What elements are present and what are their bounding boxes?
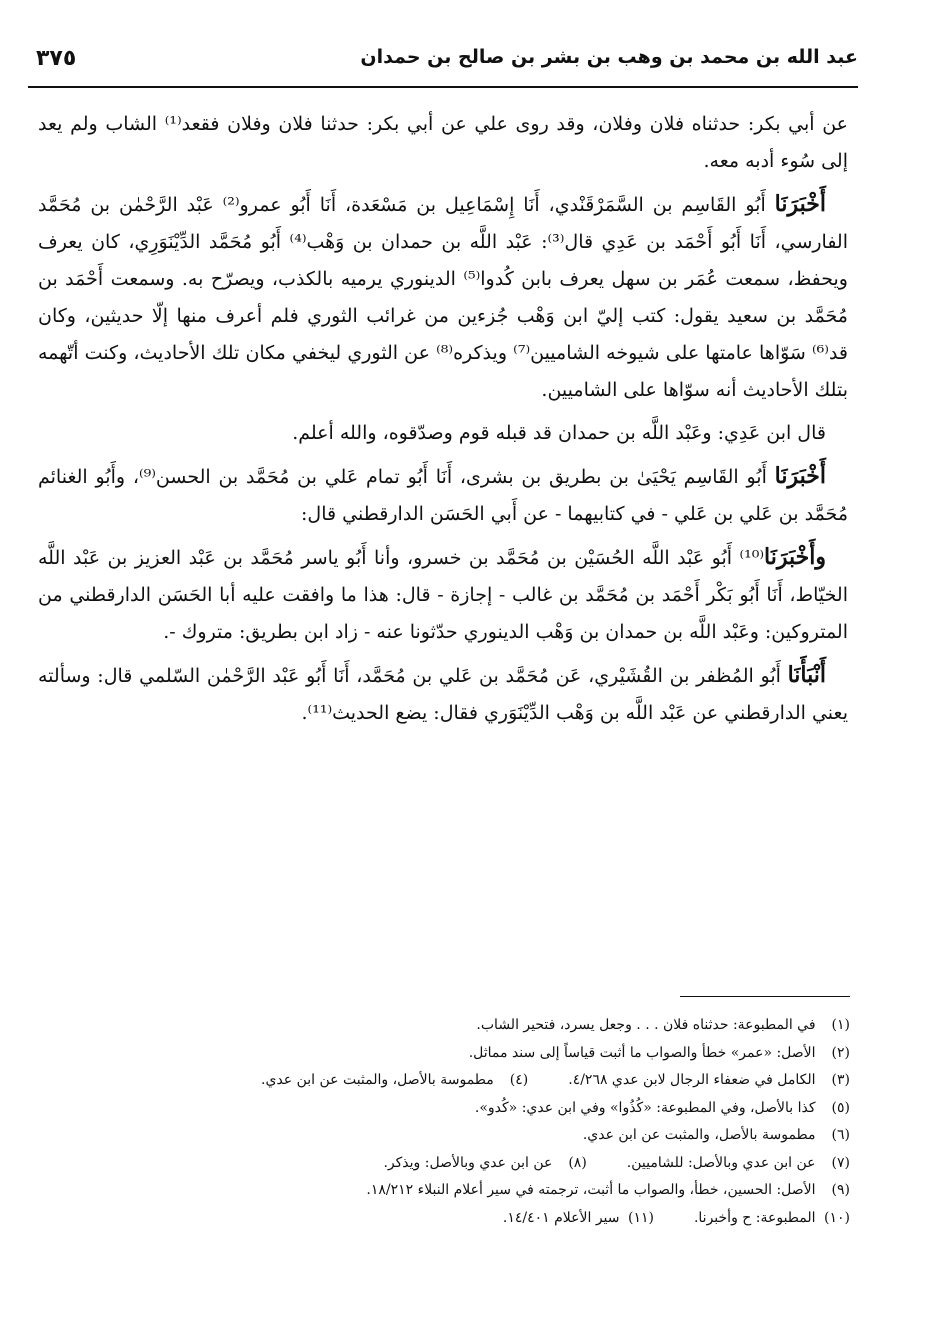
paragraph-1: [38, 106, 848, 180]
footnote-number: (٥): [831, 1099, 850, 1116]
footnote-item: [583, 1122, 850, 1150]
footnote-number: (٤): [509, 1072, 529, 1088]
footnote-item: [383, 1150, 586, 1178]
paragraph-text: أَبُو المُظفر بن القُشَيْري، عَن مُحَمَّد بن عَلي بن مُحَمَّد، أَنَا أَبُو عَبْد الرَّحْمٰن السّلمي قال: وسألته يعني الدارقطني عن عَبْد اللَّه بن وَهْب الدِّيْنَوَري فقال: يضع الحديث⁽¹¹⁾.: [38, 665, 848, 724]
page-header: [28, 40, 858, 88]
paragraph-text: أَبُو القَاسِم يَحْيَىٰ بن بطريق بن بشرى، أَنَا أَبُو تمام عَلي بن مُحَمَّد بن الحسن⁽⁹⁾، وأَبُو الغنائم مُحَمَّد بن عَلي بن عَلي - في كتابيهما - عن أَبي الحَسَن الدارقطني قال:: [38, 466, 848, 525]
footnote-number: (١١): [627, 1209, 654, 1226]
footnote-text: المطبوعة: ح وأخبرنا.: [693, 1209, 816, 1226]
isnad-lead-word: وأَخْبَرَنَا: [764, 544, 826, 570]
paragraph-6: [38, 657, 848, 732]
footnote-text: سير الأعلام ١٤/٤٠١.: [502, 1209, 620, 1226]
footnote-item: [476, 1012, 850, 1040]
paragraph-text: ⁽¹⁰⁾ أَبُو عَبْد اللَّه الحُسَيْن بن مُحَمَّد بن خسرو، وأنا أَبُو ياسر مُحَمَّد بن عَبْد العزيز بن عَبْد اللَّه الخيّاط، أَنَا أَبُو بَكْر أَحْمَد بن مُحَمَّد بن غالب - إجازة - قال: هذا ما وافقت عليه أبا الحَسَن الدارقطني من المتروكين: وعَبْد اللَّه بن حمدان بن وَهْب الدينوري حدّثونا عنه - زاد ابن بطريق: متروك -.: [38, 547, 848, 643]
footnote-text: عن ابن عدي وبالأصل: ويذكر.: [383, 1154, 553, 1171]
footnote-row: [70, 1095, 850, 1123]
footnote-item: [366, 1177, 850, 1205]
footnote-text: عن ابن عدي وبالأصل: للشاميين.: [626, 1154, 816, 1171]
paragraph-text: عن أبي بكر: حدثناه فلان وفلان، وقد روى علي عن أبي بكر: حدثنا فلان وفلان فقعد⁽¹⁾ الشاب ولم يعد إلى سُوء أدبه معه.: [38, 113, 849, 172]
footnote-item: [261, 1067, 528, 1095]
footnote-row: [70, 1067, 850, 1095]
isnad-lead-word: أَخْبَرَنَا: [774, 191, 826, 217]
footnote-number: (١٠): [824, 1209, 850, 1226]
footnote-row: [70, 1205, 850, 1233]
footnote-number: (٢): [831, 1044, 850, 1061]
footnote-item: [627, 1150, 850, 1178]
paragraph-text: أَبُو القَاسِم بن السَّمَرْقَنْدي، أَنَا إِسْمَاعِيل بن مَسْعَدة، أَنَا أَبُو عمرو⁽²⁾ عَبْد الرَّحْمٰن بن مُحَمَّد الفارسي، أَنَا أَبُو أَحْمَد بن عَدِي قال⁽³⁾: عَبْد اللَّه بن حمدان بن وَهْب⁽⁴⁾ أَبُو مُحَمَّد الدِّيْنَوَرِي، كان يعرف ويحفظ، سمعت عُمَر بن سهل يعرف بابن كُدوا⁽⁵⁾ الدينوري يرميه بالكذب، ويصرّح به. وسمعت أَحْمَد بن مُحَمَّد بن سعيد يقول: كتب إليّ ابن وَهْب جُزءين من غرائب الثوري فلم أعرف منها إلّا حديثين، وكان قد⁽⁶⁾ سَوّاها عامتها على شيوخه الشاميين⁽⁷⁾ ويذكره⁽⁸⁾ عن الثوري ليخفي مكان تلك الأحاديث، وكنت أتّهمه بتلك الأحاديث أنه سوّاها على الشاميين.: [38, 194, 849, 401]
footnote-number: (٩): [831, 1182, 850, 1198]
isnad-lead-word: أَخْبَرَنَا: [774, 463, 826, 489]
footnote-item: [568, 1067, 850, 1095]
footnote-text: كذا بالأصل، وفي المطبوعة: «كُذُوا» وفي ابن عدي: «كُدو».: [474, 1099, 816, 1116]
footnotes: [70, 1012, 850, 1232]
footnote-row: [70, 1122, 850, 1150]
footnote-row: [70, 1040, 850, 1068]
footnote-text: مطموسة بالأصل، والمثبت عن ابن عدي.: [582, 1127, 816, 1143]
footnote-item: [694, 1205, 850, 1233]
footnote-number: (٦): [831, 1127, 850, 1143]
footnote-number: (٨): [568, 1154, 587, 1171]
page-number: ٣٧٥: [36, 46, 77, 71]
running-title: عبد الله بن محمد بن وهب بن بشر بن صالح بن حمدان: [360, 46, 858, 68]
footnote-item: [503, 1205, 654, 1233]
footnote-text: الكامل في ضعفاء الرجال لابن عدي ٤/٢٦٨.: [568, 1072, 816, 1088]
footnote-number: (٧): [831, 1154, 850, 1171]
paragraph-4: [38, 458, 848, 533]
main-text: [38, 106, 848, 738]
footnote-text: في المطبوعة: حدثناه فلان . . . وجعل يسرد، فتحير الشاب.: [476, 1017, 816, 1033]
footnote-row: [70, 1012, 850, 1040]
footnote-row: [70, 1177, 850, 1205]
footnote-number: (١): [831, 1017, 850, 1033]
footnote-text: مطموسة بالأصل، والمثبت عن ابن عدي.: [261, 1072, 494, 1088]
footnote-row: [70, 1150, 850, 1178]
footnote-text: الأصل: «عمر» خطأ والصواب ما أثبت قياساً إلى سند مماثل.: [468, 1044, 816, 1061]
footnote-separator: [680, 996, 850, 997]
footnote-item: [469, 1040, 850, 1068]
paragraph-2: [38, 186, 848, 409]
footnote-number: (٣): [831, 1072, 850, 1088]
paragraph-3: [38, 415, 848, 452]
footnote-text: الأصل: الحسين، خطأ، والصواب ما أثبت، ترجمته في سير أعلام النبلاء ١٨/٢١٢.: [366, 1182, 816, 1198]
paragraph-5: [38, 539, 848, 651]
paragraph-text: قال ابن عَدِي: وعَبْد اللَّه بن حمدان قد قبله قوم وصدّقوه، والله أعلم.: [292, 422, 826, 444]
footnote-item: [475, 1095, 850, 1123]
isnad-lead-word: أَنْبَأَنَا: [787, 662, 826, 688]
